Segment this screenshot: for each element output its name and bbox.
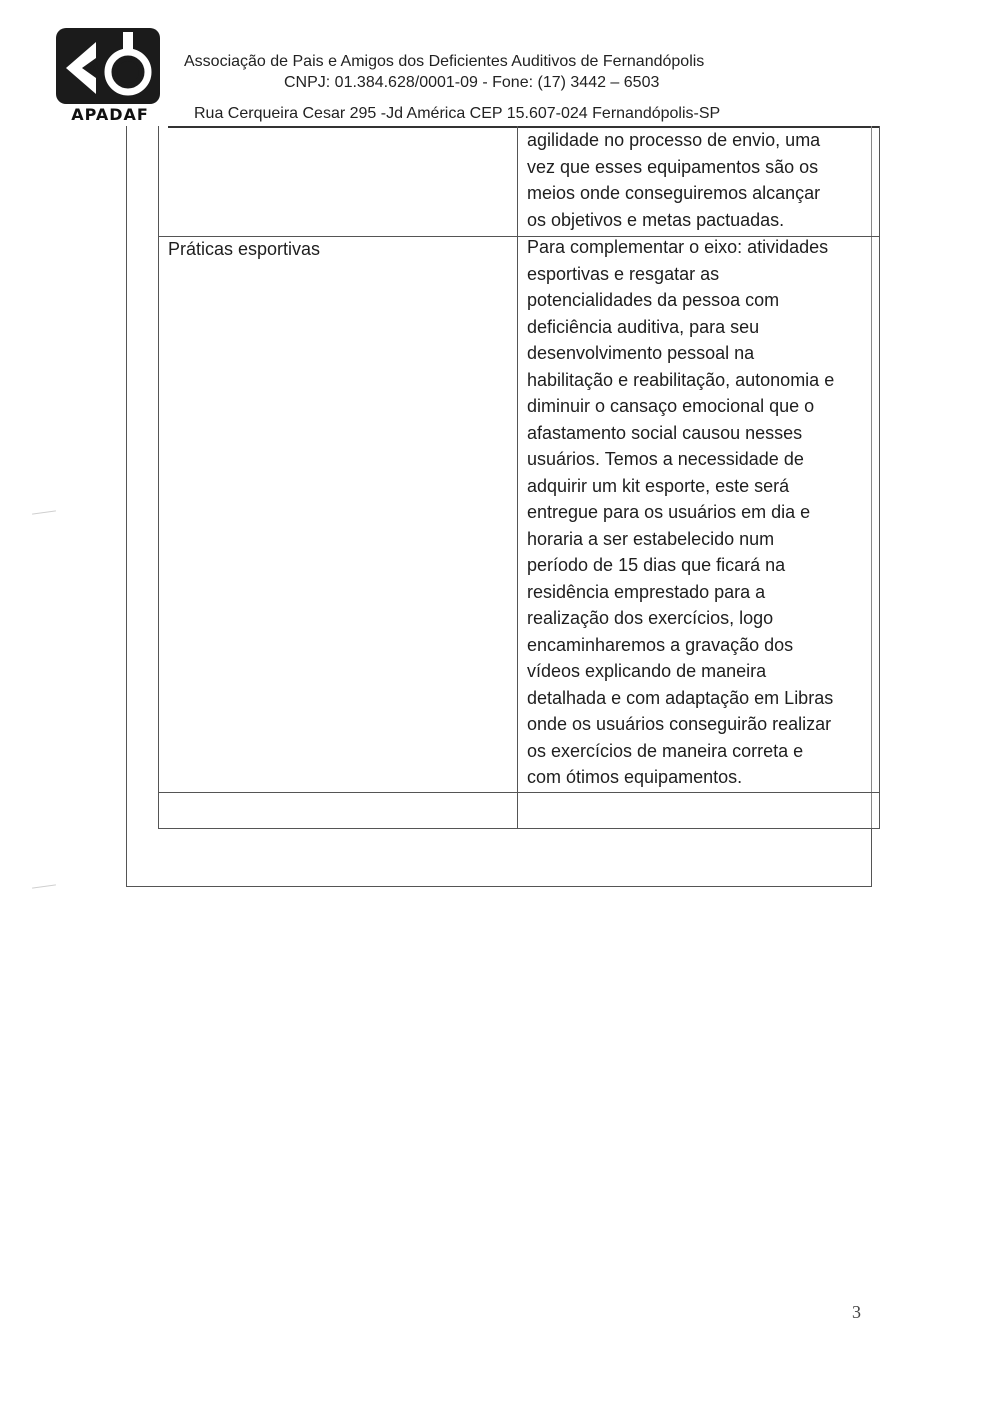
outer-frame-bottom	[126, 886, 872, 887]
scan-mark	[32, 510, 56, 514]
logo-emblem-icon	[56, 28, 160, 104]
logo-wordmark: APADAF	[71, 105, 149, 124]
outer-frame-left	[126, 126, 127, 887]
scan-mark	[32, 884, 56, 888]
table-row-1-description: agilidade no processo de envio, uma vez que esses equipamentos são os meios onde conseguiremos alcançar os objetivos e metas pactuadas.	[527, 130, 821, 230]
table-column-divider	[517, 126, 518, 829]
organization-name: Associação de Pais e Amigos dos Deficientes Auditivos de Fernandópolis	[184, 53, 705, 70]
table-left-border	[158, 126, 159, 829]
apadaf-logo	[56, 28, 162, 124]
page-number: 3	[852, 1302, 861, 1322]
table-row-2-description: Para complementar o eixo: atividades esportivas e resgatar as potencialidades da pessoa com deficiência auditiva, para seu desenvolvimento pessoal na habilitação e reabilitação, autonomia e diminuir o cansaço emocional que o afastamento social causou nesses usuários. Temos a necessidade de adquirir um kit esporte, este será entregue para os usuários em dia e horaria a ser estabelecido num período de 15 dias que ficará na residência emprestado para a realização dos exercícios, logo encaminharemos a gravação dos vídeos explicando de maneira detalhada e com adaptação em Libras onde os usuários conseguirão realizar os exercícios de maneira correta e com ótimos equipamentos.	[527, 237, 835, 787]
address: Rua Cerqueira Cesar 295 -Jd América CEP 15.607-024 Fernandópolis-SP	[194, 105, 721, 122]
svg-text:A: A	[89, 61, 100, 77]
table-row-2-activity: Práticas esportivas	[168, 239, 321, 259]
table-bottom-border	[158, 828, 880, 829]
cnpj-phone: CNPJ: 01.384.628/0001-09 - Fone: (17) 3442 – 6503	[284, 74, 660, 91]
row-divider-2	[158, 792, 880, 793]
outer-frame-right	[871, 828, 872, 887]
